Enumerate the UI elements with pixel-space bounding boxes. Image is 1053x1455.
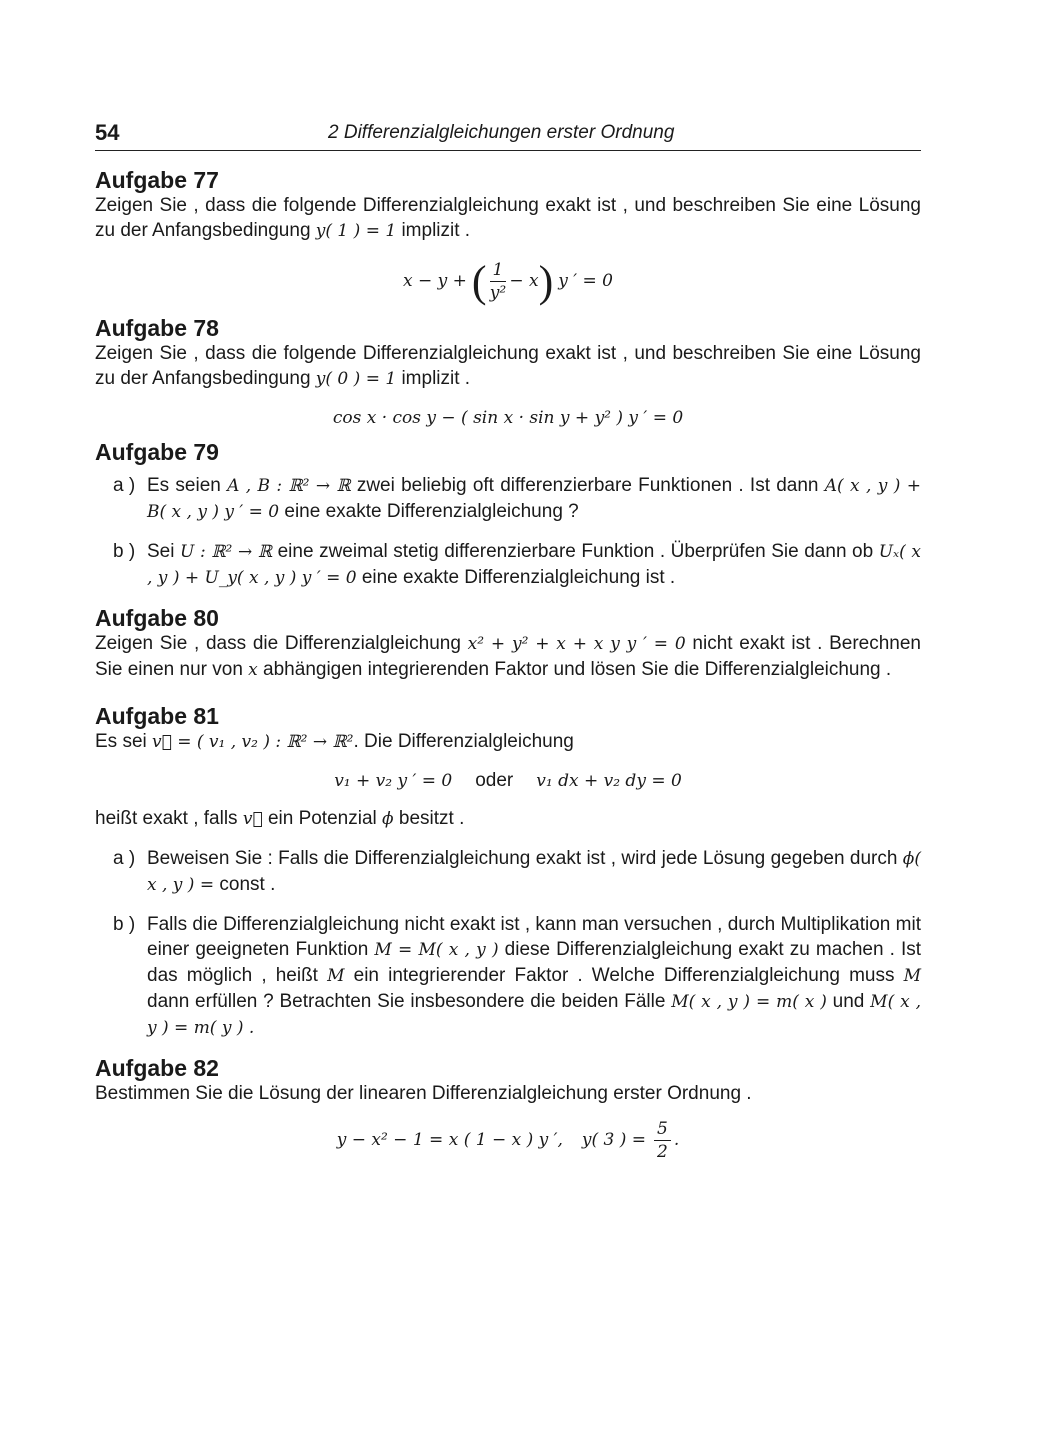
display-equation: v₁ + v₂ y ′ = 0 oder v₁ dx + v₂ dy = 0 <box>334 770 682 791</box>
math-inline: y( 0 ) = 1 <box>315 369 397 389</box>
chapter-title: 2 Differenzialgleichungen erster Ordnung <box>328 122 675 143</box>
exercise-title: Aufgabe 80 <box>95 605 219 631</box>
display-equation: cos x · cos y − ( sin x · sin y + y² ) y ′ = 0 <box>332 408 684 428</box>
exercise-text: Zeigen Sie , dass die Differenzialgleichung x² + y² + x + x y y ′ = 0 nicht exakt ist . Berechnen Sie einen nur von x abhängigen integrierenden Faktor und lösen Sie die Differenzialgleichung . <box>95 633 921 680</box>
running-head <box>95 118 921 151</box>
exercise-title: Aufgabe 81 <box>95 703 219 729</box>
exercise-text: Zeigen Sie , dass die folgende Differenzialgleichung exakt ist , und beschreiben Sie eine Lösung zu der Anfangsbedingung y( 1 ) = 1 implizit . <box>95 195 921 241</box>
item-list <box>95 473 921 591</box>
exercise-77 <box>95 167 921 307</box>
list-item: b ) Falls die Differenzialgleichung nicht exakt ist , kann man versuchen , durch Multiplikation mit einer geeigneten Funktion M = M( x , y ) diese Differenzialgleichung exakt zu machen . Ist das möglich , heißt M ein integrierender Faktor . Welche Differenzialgleichung muss M dann erfüllen ? Betrachten Sie insbesondere die beiden Fälle M( x , y ) = m( x ) und M( x , y ) = m( y ) . <box>113 914 922 1038</box>
exercise-79 <box>95 439 921 591</box>
exercise-text: Zeigen Sie , dass die folgende Differenzialgleichung exakt ist , und beschreiben Sie eine Lösung zu der Anfangsbedingung y( 0 ) = 1 implizit . <box>95 343 921 389</box>
exercise-text: heißt exakt , falls v⃗ ein Potenzial ϕ besitzt . <box>95 808 465 829</box>
exercise-78 <box>95 315 921 429</box>
exercise-title: Aufgabe 77 <box>95 167 219 193</box>
fraction: $\frac{1}{\text{y²}}$ <box>489 260 507 303</box>
list-item: b ) Sei U : ℝ² → ℝ eine zweimal stetig differenzierbare Funktion . Überprüfen Sie dann ob Uₓ( x , y ) + U_y( x , y ) y ′ = 0 eine exakte Differenzialgleichung ist . <box>113 541 921 588</box>
display-equation: x − y + ( $\frac{1}{\text{y²}}$ − x) y ′ = 0 <box>402 257 614 306</box>
exercise-80 <box>95 605 921 683</box>
exercise-title: Aufgabe 78 <box>95 315 219 341</box>
page <box>95 118 921 1163</box>
exercise-82 <box>95 1055 921 1163</box>
exercise-text: Es sei v⃗ = ( v₁ , v₂ ) : ℝ² → ℝ². Die Differenzialgleichung <box>95 731 574 752</box>
exercise-title: Aufgabe 82 <box>95 1055 219 1081</box>
list-item: a ) Beweisen Sie : Falls die Differenzialgleichung exakt ist , wird jede Lösung gegeben durch ϕ( x , y ) = const . <box>113 848 921 895</box>
fraction: $\frac{5}{2}$ <box>654 1118 671 1163</box>
exercise-text: Bestimmen Sie die Lösung der linearen Differenzialgleichung erster Ordnung . <box>95 1083 752 1104</box>
item-list <box>95 846 921 1041</box>
page-number: 54 <box>95 120 120 145</box>
display-equation: y − x² − 1 = x ( 1 − x ) y ′, y( 3 ) = $\frac{5}{2}$ . <box>336 1119 680 1162</box>
math-inline: y( 1 ) = 1 <box>315 221 397 241</box>
exercise-title: Aufgabe 79 <box>95 439 219 465</box>
list-item: a ) Es seien A , B : ℝ² → ℝ zwei beliebig oft differenzierbare Funktionen . Ist dann A( x , y ) + B( x , y ) y ′ = 0 eine exakte Differenzialgleichung ? <box>113 475 922 522</box>
exercise-81 <box>95 703 921 1041</box>
